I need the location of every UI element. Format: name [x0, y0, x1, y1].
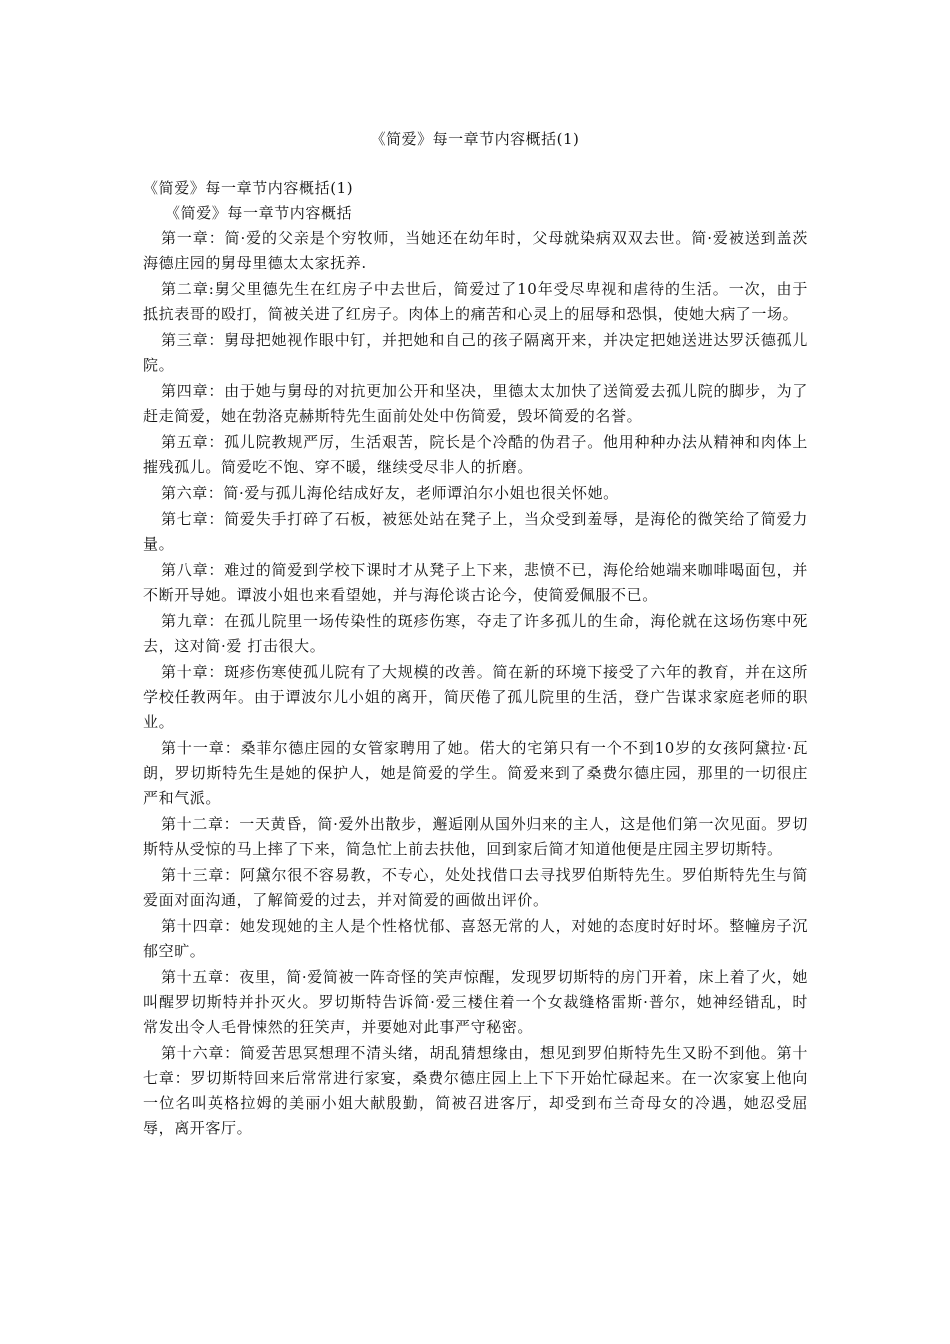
chapter-paragraph-4: 第四章：由于她与舅母的对抗更加公开和坚决，里德太太加快了送简爱去孤儿院的脚步，为了赶走简爱，她在勃洛克赫斯特先生面前处处中伤简爱，毁坏简爱的名誉。	[143, 382, 808, 425]
document-body	[143, 176, 808, 1142]
chapter-paragraph-16: 第十六章：简爱苦思冥想理不清头绪，胡乱猜想缘由，想见到罗伯斯特先生又盼不到他。第十七章：罗切斯特回来后常常进行家宴，桑费尔德庄园上上下下开始忙碌起来。在一次家宴上他向一位名叫英格拉姆的美丽小姐大献殷勤，简被召进客厅，却受到布兰奇母女的冷遇，她忍受屈辱，离开客厅。	[143, 1044, 808, 1137]
chapter-paragraph-11: 第十一章：桑菲尔德庄园的女管家聘用了她。偌大的宅第只有一个不到10岁的女孩阿黛拉·瓦朗，罗切斯特先生是她的保护人，她是简爱的学生。简爱来到了桑费尔德庄园，那里的一切很庄严和气派。	[143, 739, 808, 807]
chapter-paragraph-6: 第六章：简·爱与孤儿海伦结成好友，老师谭泊尔小姐也很关怀她。	[161, 484, 619, 502]
chapter-paragraph-2: 第二章:舅父里德先生在红房子中去世后，简爱过了10年受尽卑视和虐待的生活。一次，由于抵抗表哥的殴打，简被关进了红房子。肉体上的痛苦和心灵上的屈辱和恐惧，使她大病了一场。	[143, 280, 808, 323]
chapter-paragraph-8: 第八章：难过的简爱到学校下课时才从凳子上下来，悲愤不已，海伦给她端来咖啡喝面包，并不断开导她。谭波小姐也来看望她，并与海伦谈古论今，使简爱佩服不已。	[143, 561, 808, 604]
chapter-paragraph-3: 第三章：舅母把她视作眼中钉，并把她和自己的孩子隔离开来，并决定把她送进达罗沃德孤儿院。	[143, 331, 808, 374]
chapter-paragraph-12: 第十二章：一天黄昏，简·爱外出散步，邂逅刚从国外归来的主人，这是他们第一次见面。罗切斯特从受惊的马上摔了下来，简急忙上前去扶他，回到家后简才知道他便是庄园主罗切斯特。	[143, 815, 808, 858]
heading-line: 《简爱》每一章节内容概括(1)	[143, 179, 354, 197]
chapter-paragraph-1: 第一章：简·爱的父亲是个穷牧师，当她还在幼年时，父母就染病双双去世。简·爱被送到盖茨海德庄园的舅母里德太太家抚养.	[143, 229, 808, 272]
chapter-paragraph-15: 第十五章：夜里，简·爱简被一阵奇怪的笑声惊醒，发现罗切斯特的房门开着，床上着了火，她叫醒罗切斯特并扑灭火。罗切斯特告诉简·爱三楼住着一个女裁缝格雷斯·普尔，她神经错乱，时常发出令人毛骨悚然的狂笑声，并要她对此事严守秘密。	[143, 968, 808, 1036]
chapter-paragraph-7: 第七章：简爱失手打碎了石板，被惩处站在凳子上，当众受到羞辱，是海伦的微笑给了简爱力量。	[143, 510, 808, 553]
chapter-paragraph-10: 第十章：斑疹伤寒使孤儿院有了大规模的改善。简在新的环境下接受了六年的教育，并在这所学校任教两年。由于谭波尔儿小姐的离开，简厌倦了孤儿院里的生活，登广告谋求家庭老师的职业。	[143, 663, 808, 731]
chapter-paragraph-13: 第十三章：阿黛尔很不容易教，不专心，处处找借口去寻找罗伯斯特先生。罗伯斯特先生与简爱面对面沟通，了解简爱的过去，并对简爱的画做出评价。	[143, 866, 808, 909]
chapter-paragraph-5: 第五章：孤儿院教规严厉，生活艰苦，院长是个冷酷的伪君子。他用种种办法从精神和肉体上摧残孤儿。简爱吃不饱、穿不暖，继续受尽非人的折磨。	[143, 433, 808, 476]
chapter-paragraph-9: 第九章：在孤儿院里一场传染性的斑疹伤寒，夺走了许多孤儿的生命，海伦就在这场伤寒中死去，这对简·爱 打击很大。	[143, 612, 808, 655]
subheading-line: 《简爱》每一章节内容概括	[165, 204, 353, 222]
document-title: 《简爱》每一章节内容概括(1)	[370, 130, 580, 148]
chapter-paragraph-14: 第十四章：她发现她的主人是个性格忧郁、喜怒无常的人，对她的态度时好时坏。整幢房子沉郁空旷。	[143, 917, 808, 960]
